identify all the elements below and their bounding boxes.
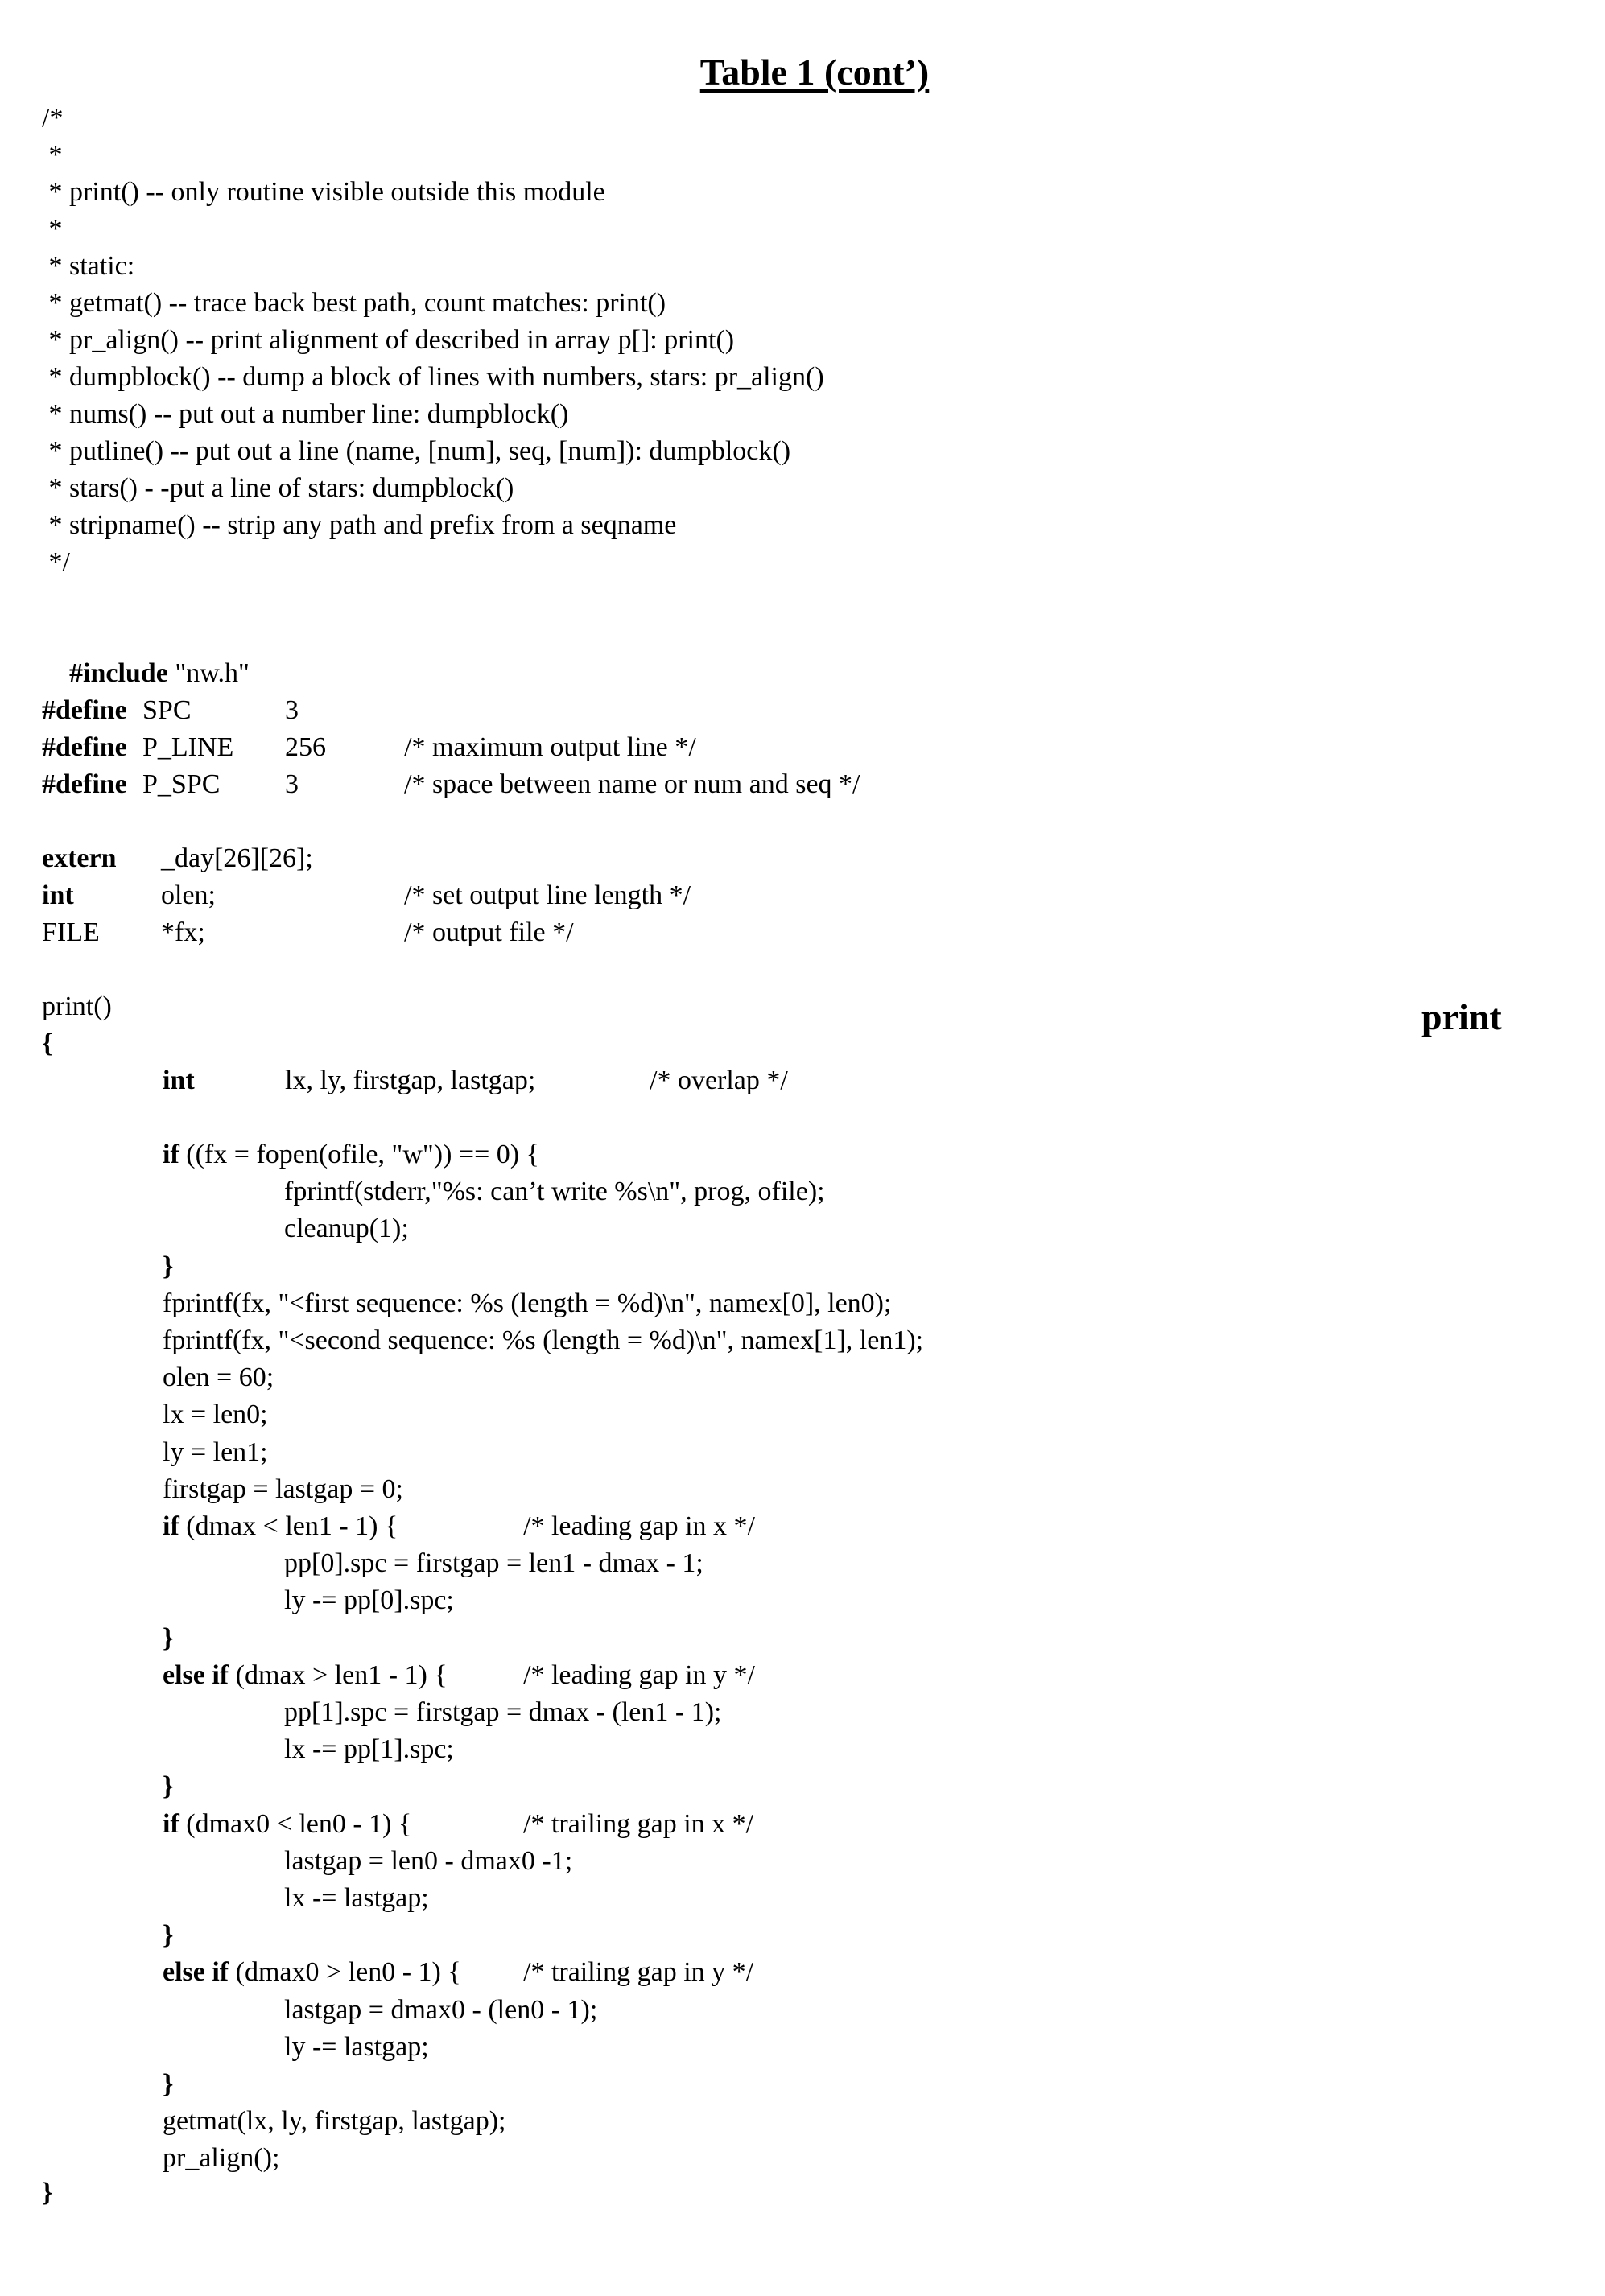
define-name: P_SPC [142,769,221,799]
code-line [163,1806,1289,1843]
code-text: lastgap = dmax0 - (len0 - 1); [284,1995,598,2025]
comment-line: * print() -- only routine visible outside this module [42,177,605,207]
comment-line: * getmat() -- trace back best path, count matches: print() [42,288,666,318]
keyword: else if [163,1660,229,1690]
code-text: olen = 60; [163,1362,274,1392]
code-line [163,1657,1289,1694]
global-name: *fx; [161,917,205,947]
global-comment: /* set output line length */ [404,880,691,910]
code-text: (dmax > len1 - 1) { [229,1660,448,1690]
code-text: (dmax0 > len0 - 1) { [229,1957,461,1987]
keyword: if [163,1140,179,1169]
define-line [42,692,1008,729]
code-line [163,2140,1289,2177]
comment-line: * [42,140,63,170]
global-name: olen; [161,880,216,910]
define-comment: /* space between name or num and seq */ [404,769,860,799]
code-text: fprintf(stderr,"%s: can’t write %s\n", prog, ofile); [284,1177,825,1206]
code-text: (dmax < len1 - 1) { [179,1511,398,1541]
global-decl-line [42,914,1008,951]
comment-line: * static: [42,251,135,281]
define-keyword: #define [42,769,127,799]
comment-line: * dumpblock() -- dump a block of lines with numbers, stars: pr_align() [42,362,824,392]
code-text: pp[0].spc = firstgap = len1 - dmax - 1; [284,1548,703,1578]
code-text: lastgap = len0 - dmax0 -1; [284,1846,573,1876]
local-vars: lx, ly, firstgap, lastgap; [285,1066,536,1095]
code-text: ly -= lastgap; [284,2032,429,2062]
define-value: 256 [285,732,326,762]
code-line [163,1471,1289,1508]
comment-line: * stripname() -- strip any path and prefix from a seqname [42,510,677,540]
code-line [284,1992,1411,2029]
code-line [163,2066,1289,2103]
function-margin-label: print [1421,996,1502,1037]
comment-line: /* [42,103,64,133]
code-text: (dmax0 < len0 - 1) { [179,1809,412,1839]
close-brace: } [163,1251,174,1281]
local-comment: /* overlap */ [650,1066,788,1095]
global-comment: /* output file */ [404,917,574,947]
code-line [284,1582,1411,1619]
global-decl-line [42,840,1008,877]
code-line [163,1248,1289,1285]
local-type: int [163,1066,195,1095]
code-line [163,1434,1289,1471]
define-line [42,729,1008,766]
code-text: fprintf(fx, "<second sequence: %s (length = %d)\n", namex[1], len1); [163,1325,924,1355]
keyword: else if [163,1957,229,1987]
page-title [0,50,1605,95]
define-name: SPC [142,695,192,725]
keyword: if [163,1511,179,1541]
code-line [163,1396,1289,1433]
close-brace: } [163,1771,174,1801]
global-type: int [42,880,74,910]
code-text: firstgap = lastgap = 0; [163,1474,403,1504]
code-line [163,1954,1289,1991]
code-line [163,1768,1289,1805]
code-line [284,1545,1411,1582]
comment-line: * [42,214,63,244]
define-value: 3 [285,695,299,725]
code-comment: /* leading gap in y */ [523,1660,756,1690]
function-open-brace: { [42,1028,53,1058]
code-text: pp[1].spc = firstgap = dmax - (len1 - 1); [284,1697,722,1727]
define-keyword: #define [42,695,127,725]
code-line [284,1880,1411,1917]
comment-line: */ [42,547,70,577]
code-line [284,1843,1411,1880]
keyword: if [163,1809,179,1839]
close-brace: } [163,2069,174,2099]
local-decl-line [163,1062,968,1099]
code-comment: /* trailing gap in y */ [523,1957,754,1987]
code-text: ((fx = fopen(ofile, "w")) == 0) { [179,1140,539,1169]
code-line [163,1285,1289,1322]
code-line [163,1508,1289,1545]
code-text: fprintf(fx, "<first sequence: %s (length = %d)\n", namex[0], len0); [163,1288,892,1318]
code-line [284,1210,1411,1247]
code-text: lx = len0; [163,1399,268,1429]
global-decl-line [42,877,1008,914]
code-line [163,1359,1289,1396]
comment-line: * stars() - -put a line of stars: dumpblock() [42,473,514,503]
global-name: _day[26][26]; [161,843,313,873]
code-line [163,1917,1289,1954]
comment-line: * pr_align() -- print alignment of described in array p[]: print() [42,325,735,355]
code-line [284,1731,1411,1768]
code-text: ly -= pp[0].spc; [284,1585,454,1615]
code-line [163,1322,1289,1359]
define-comment: /* maximum output line */ [404,732,696,762]
code-line [163,2103,1289,2140]
code-text: lx -= pp[1].spc; [284,1734,454,1764]
comment-line: * putline() -- put out a line (name, [num], seq, [num]): dumpblock() [42,436,791,466]
include-value: "nw.h" [175,658,250,688]
global-type: extern [42,843,117,873]
code-line [284,1173,1411,1210]
close-brace: } [163,1920,174,1950]
code-comment: /* leading gap in x */ [523,1511,756,1541]
close-brace: } [163,1623,174,1653]
code-line [284,2029,1411,2066]
table-title: Table 1 (cont’) [699,52,930,93]
code-line [163,1136,1289,1173]
define-line [42,766,1008,803]
include-keyword: #include [69,658,168,688]
define-keyword: #define [42,732,127,762]
code-text: pr_align(); [163,2143,280,2173]
code-line [163,1620,1289,1657]
define-name: P_LINE [142,732,234,762]
function-close-brace: } [42,2178,53,2207]
code-text: ly = len1; [163,1437,268,1467]
code-text: lx -= lastgap; [284,1883,429,1913]
code-text: getmat(lx, ly, firstgap, lastgap); [163,2106,506,2136]
comment-line: * nums() -- put out a number line: dumpblock() [42,399,569,429]
function-signature: print() [42,991,112,1021]
include-line [42,618,250,688]
code-comment: /* trailing gap in x */ [523,1809,754,1839]
code-text: cleanup(1); [284,1214,409,1243]
global-type: FILE [42,917,100,947]
code-line [284,1694,1411,1731]
define-value: 3 [285,769,299,799]
